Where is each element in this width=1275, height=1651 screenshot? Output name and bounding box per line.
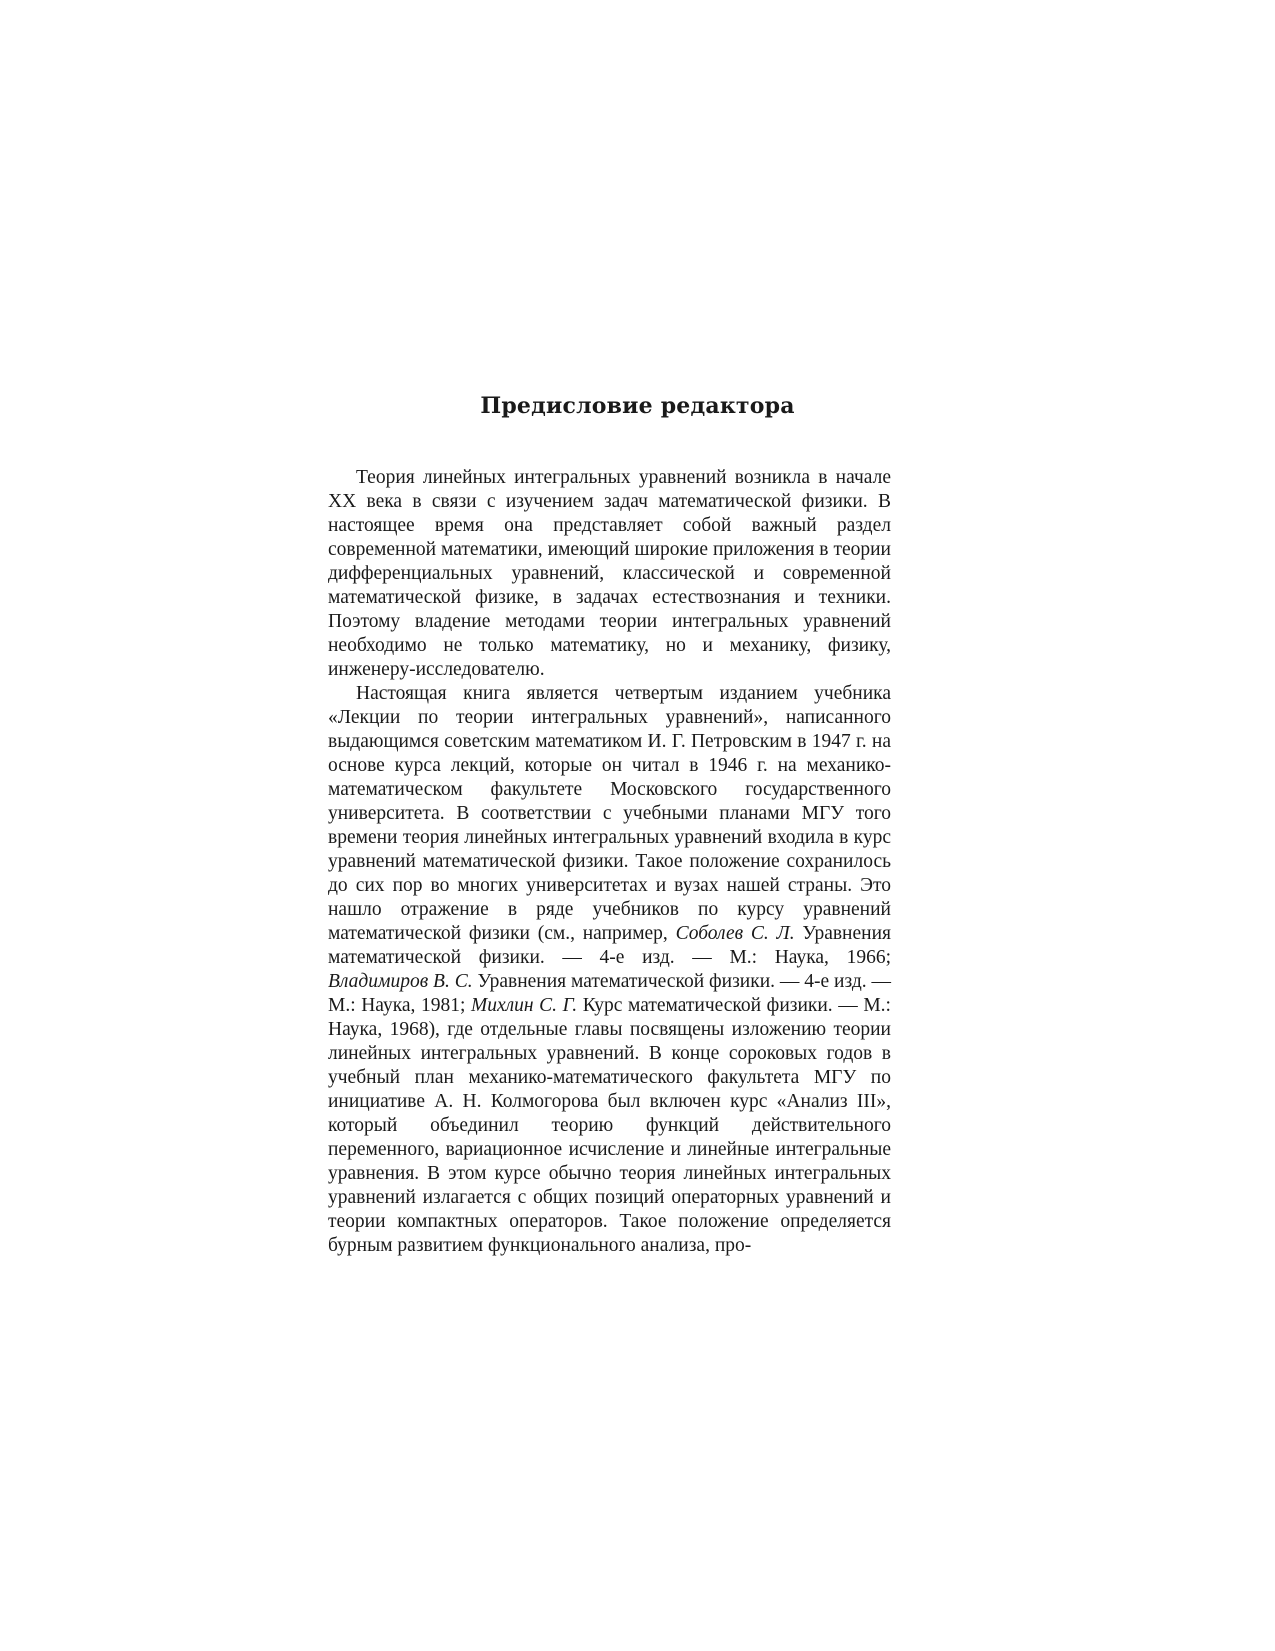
paragraph-2-text-a: Настоящая книга является четвертым изданием учебника «Лекции по теории интегральных уравнений», написанного выдающимся советским математиком И. Г. Петровским в 1947 г. на основе курса лекций, которые он читал в 1946 г. на механико-математическом факультете Московского государственного университета. В соответствии с учебными планами МГУ того времени теория линейных интегральных уравнений входила в курс уравнений математической физики. Такое положение сохранилось до сих пор во многих университетах и вузах нашей страны. Это нашло отражение в ряде учебников по курсу уравнений математической физики (см., например, — [328, 683, 891, 944]
author-sobolev: Соболев С. Л. — [675, 923, 795, 944]
author-mikhlin: Михлин С. Г. — [471, 995, 578, 1016]
page-title: Предисловие редактора — [480, 393, 795, 419]
author-vladimirov: Владимиров В. С. — [328, 971, 473, 992]
paragraph-2-text-d: Курс математической физики. — М.: Наука, 1968), где отдельные главы посвящены изложению теории линейных интегральных уравнений. В конце сороковых годов в учебный план механико-математического факультета МГУ по инициативе А. Н. Колмогорова был включен курс «Анализ III», который объединил теорию функций действительного переменного, вариационное исчисление и линейные интегральные уравнения. В этом курсе обычно теория линейных интегральных уравнений излагается с общих позиций операторных уравнений и теории компактных операторов. Такое положение определяется бурным развитием функционального анализа, про- — [328, 995, 891, 1256]
body-text — [328, 466, 891, 1258]
paragraph-2-text-b: Уравнения математической физики. — 4-е изд. — М.: Наука, 1966; — [328, 923, 891, 968]
paragraph-2-text-c: Уравнения математической физики. — 4-е изд. — М.: Наука, 1981; — [328, 971, 892, 1016]
paragraph-1: Теория линейных интегральных уравнений возникла в начале XX века в связи с изучением задач математической физики. В настоящее время она представляет собой важный раздел современной математики, имеющий широкие приложения в теории дифференциальных уравнений, классической и современной математической физике, в задачах естествознания и техники. Поэтому владение методами теории интегральных уравнений необходимо не только математику, но и механику, физику, инженеру-исследователю. — [328, 467, 891, 680]
paragraph-2 — [328, 682, 891, 1258]
